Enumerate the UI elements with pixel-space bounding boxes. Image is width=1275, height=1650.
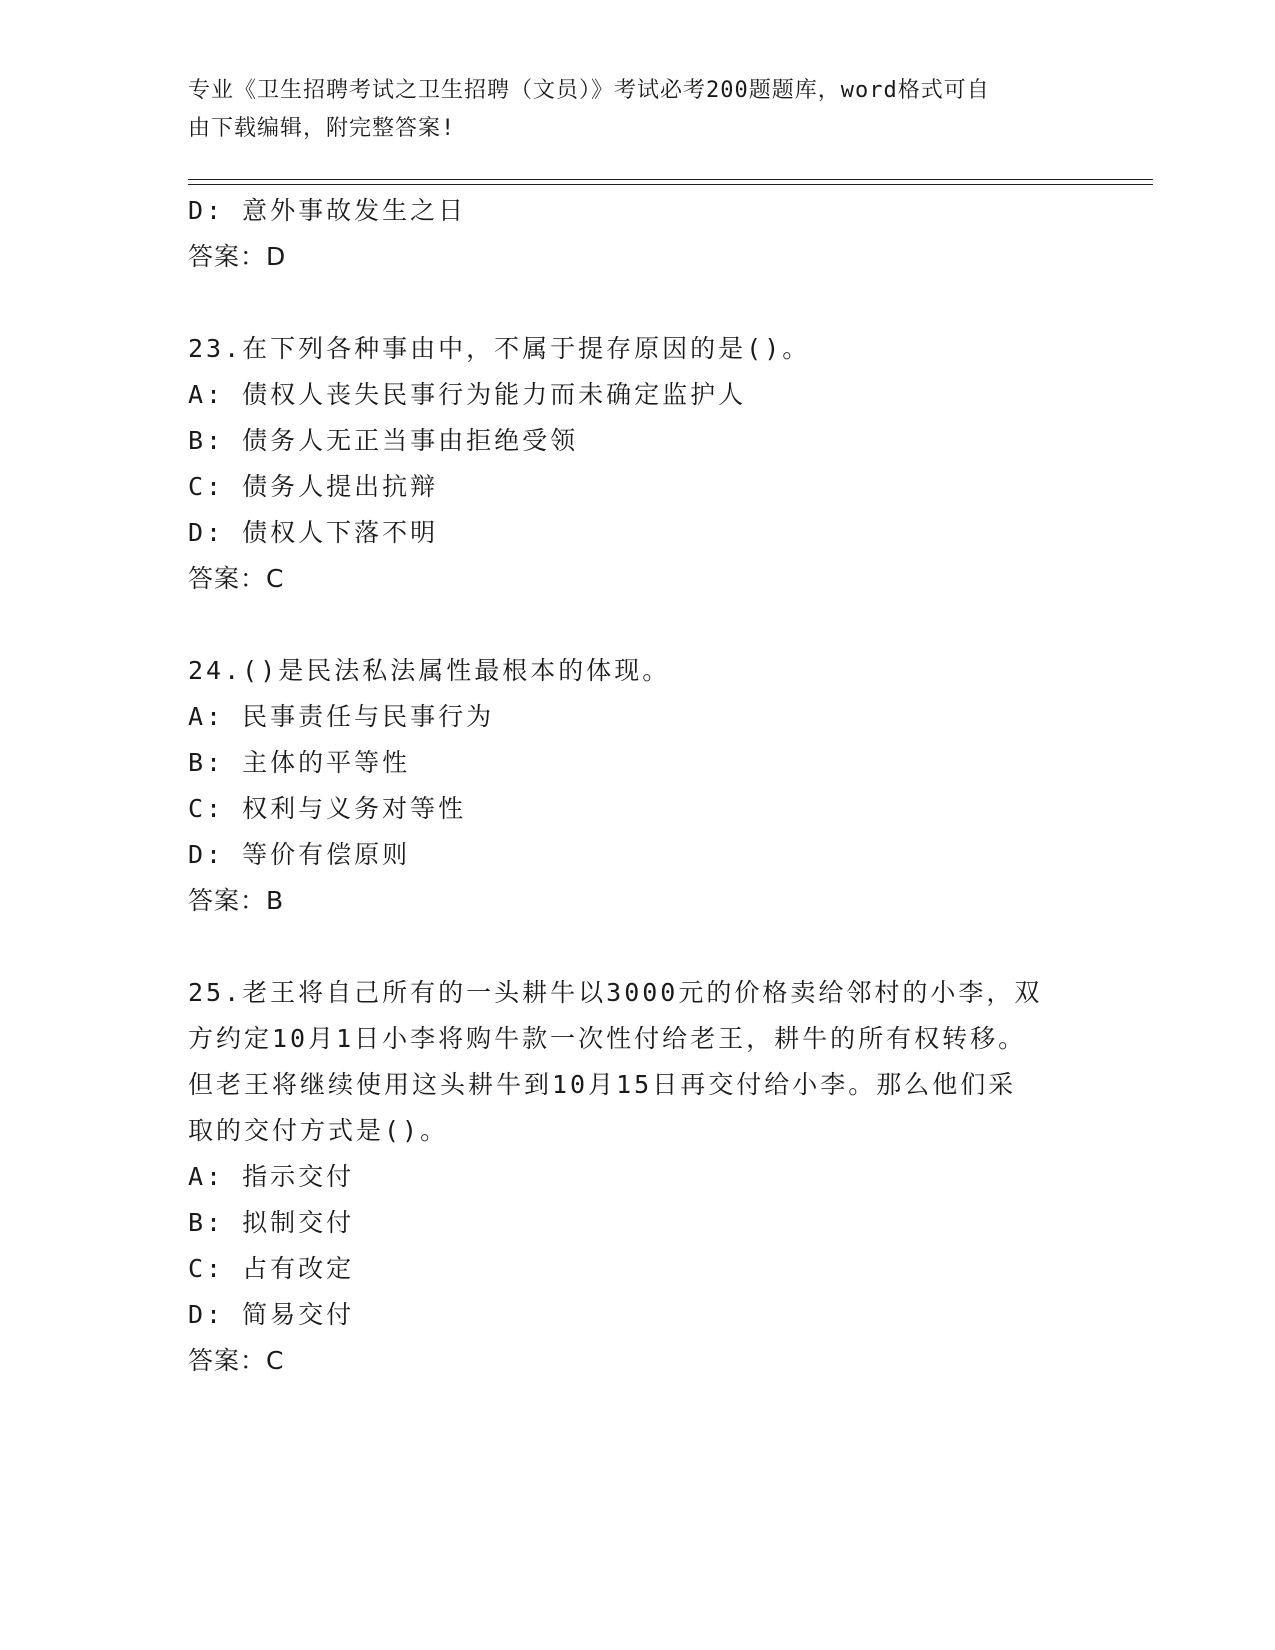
- header-divider-top: [188, 179, 1153, 180]
- question-text: 23.在下列各种事由中，不属于提存原因的是()。: [188, 334, 811, 363]
- answer: 答案：C: [188, 1346, 285, 1375]
- option-d: D: 意外事故发生之日: [188, 196, 467, 225]
- question-22-tail: [188, 188, 1088, 280]
- document-header: [188, 72, 1068, 148]
- spacer: [188, 924, 1088, 970]
- answer: 答案：B: [188, 886, 285, 915]
- spacer: [188, 280, 1088, 326]
- option-b: B: 拟制交付: [188, 1208, 355, 1237]
- spacer: [188, 602, 1088, 648]
- question-24: [188, 648, 1088, 924]
- option-b: B: 债务人无正当事由拒绝受领: [188, 426, 579, 455]
- option-b: B: 主体的平等性: [188, 748, 411, 777]
- option-d: D: 等价有偿原则: [188, 840, 411, 869]
- option-c: C: 占有改定: [188, 1254, 355, 1283]
- option-a: A: 民事责任与民事行为: [188, 702, 495, 731]
- option-d: D: 简易交付: [188, 1300, 355, 1329]
- question-text-line-2: 方约定10月1日小李将购牛款一次性付给老王，耕牛的所有权转移。: [188, 1024, 1027, 1053]
- question-text-line-1: 25.老王将自己所有的一头耕牛以3000元的价格卖给邻村的小李，双: [188, 978, 1043, 1007]
- question-text-line-4: 取的交付方式是()。: [188, 1116, 449, 1145]
- answer: 答案：C: [188, 564, 285, 593]
- question-text-line-3: 但老王将继续使用这头耕牛到10月15日再交付给小李。那么他们采: [188, 1070, 1017, 1099]
- header-divider-bottom: [188, 184, 1153, 185]
- option-c: C: 权利与义务对等性: [188, 794, 467, 823]
- question-25: [188, 970, 1088, 1384]
- header-line-1: 专业《卫生招聘考试之卫生招聘（文员）》考试必考200题题库，word格式可自: [188, 78, 990, 103]
- answer: 答案：D: [188, 242, 287, 271]
- question-text: 24.()是民法私法属性最根本的体现。: [188, 656, 671, 685]
- document-body: [188, 188, 1088, 1384]
- option-d: D: 债权人下落不明: [188, 518, 439, 547]
- option-a: A: 指示交付: [188, 1162, 355, 1191]
- option-c: C: 债务人提出抗辩: [188, 472, 439, 501]
- question-23: [188, 326, 1088, 602]
- header-line-2: 由下载编辑，附完整答案!: [188, 116, 456, 141]
- option-a: A: 债权人丧失民事行为能力而未确定监护人: [188, 380, 747, 409]
